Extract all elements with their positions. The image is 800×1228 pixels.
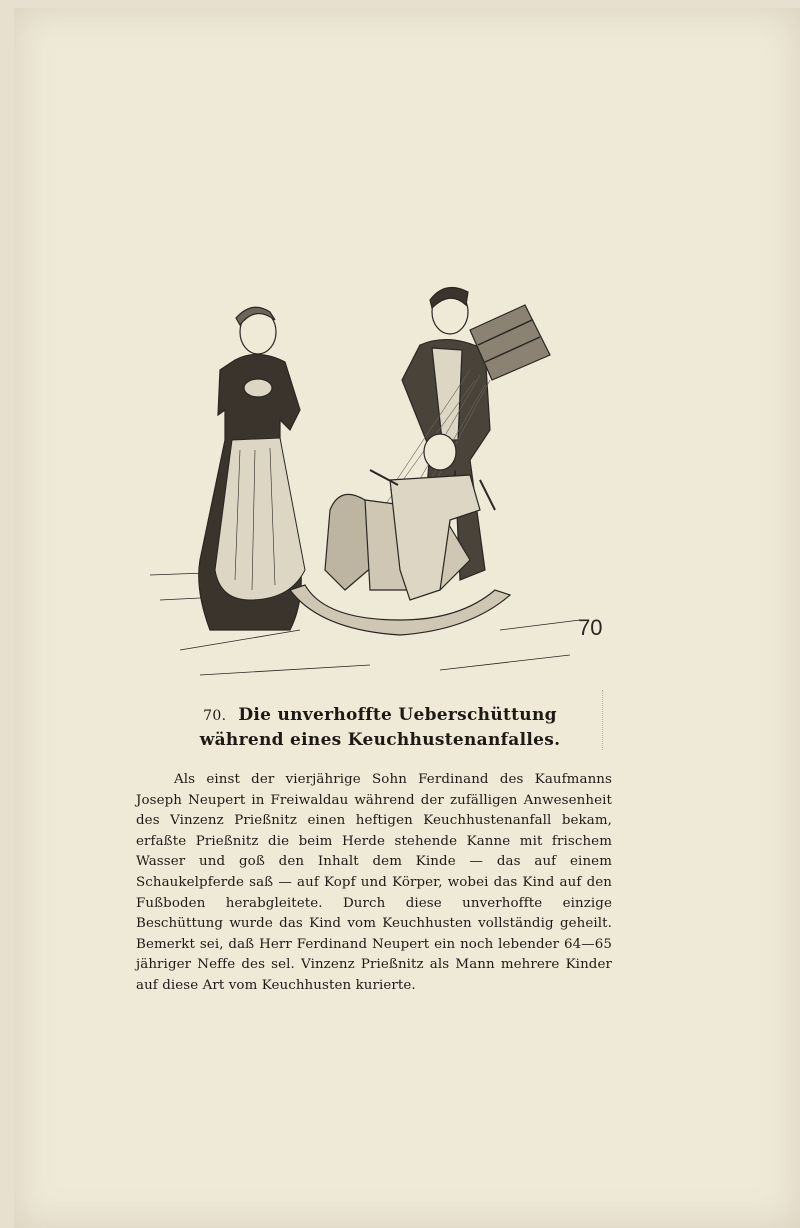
figure-number: 70 [578,615,603,640]
engraving-illustration [140,270,610,690]
side-margin-mark [602,690,615,750]
woman-figure [199,307,305,630]
body-paragraph: Als einst der vierjährige Sohn Ferdinand des Kaufmanns Joseph Neupert in Freiwaldau während der zufälligen Anwesenheit des Vinzenz Prießnitz einen heftigen Keuchhustenanfall bekam, erfaßte Prießnitz die beim Herde stehende Kanne mit frischem Wasser und goß den Inhalt dem Kinde — das auf einem Schaukelpferde saß — auf Kopf und Körper, wobei das Kind auf den Fußboden herabgleitete. Durch diese unverhoffte einzige Beschüttung wurde das Kind vom Keuchhusten vollständig geheilt. Bemerkt sei, daß Herr Ferdinand Neupert ein noch lebender 64—65 jähriger Neffe des sel. Vinzenz Prießnitz als Mann mehrere Kinder auf diese Art vom Keuchhusten kurierte. [136,772,612,993]
figure-caption [160,703,600,752]
caption-title: Die unverhoffte Ueberschüttung während eines Keuchhustenanfalles. [199,705,561,750]
caption-number: 70. [203,708,227,724]
